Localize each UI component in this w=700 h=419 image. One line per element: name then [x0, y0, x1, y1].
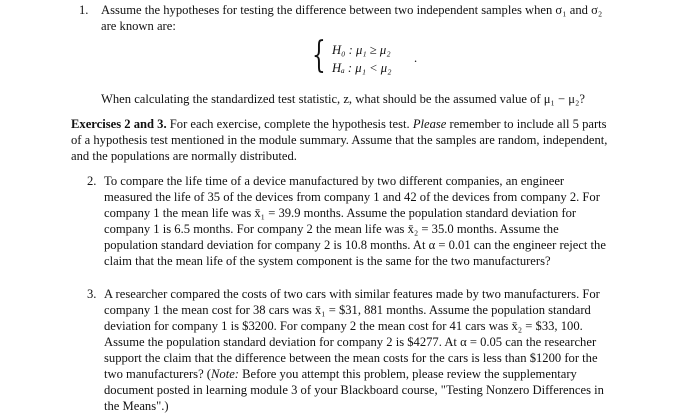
q3-line: A researcher compared the costs of two cars with similar features made by two manufacturers. For	[104, 287, 600, 301]
q3-line: support the claim that the difference between the mean costs for the cars is less than $1200 for the	[104, 351, 598, 365]
q2-line: claim that the mean life of the system component is the same for the two manufacturers?	[104, 254, 551, 268]
hypotheses-system	[312, 35, 432, 78]
please-emphasis: Please	[412, 117, 447, 131]
exercises-intro-text: For each exercise, complete the hypothesis test.	[166, 117, 413, 131]
q2-line: To compare the life time of a device manufactured by two different companies, an engineer	[104, 174, 565, 188]
q3-line-6	[104, 366, 577, 382]
q3-line: deviation for company 1 is $3200. For company 2 the mean cost for 41 cars was x̄₂ = $33, 100.	[104, 319, 583, 333]
q1-number: 1.	[79, 3, 89, 17]
exercises-intro-line-3: and the populations are normally distributed.	[71, 149, 297, 163]
null-hypothesis: H₀ : μ₁ ≥ μ₂	[332, 43, 391, 57]
q2-line: measured the life of 35 of the devices from company 1 and 42 of the devices from company 2. For	[104, 190, 600, 204]
q2-line: company 1 the mean life was x̄₁ = 39.9 months. Assume the population standard deviation for	[104, 206, 577, 220]
note-label: Note:	[211, 367, 239, 381]
q3-line: Assume the population standard deviation for company 2 is $4277. At α = 0.05 can the researcher	[104, 335, 597, 349]
q2-number: 2.	[87, 174, 97, 188]
exercises-heading: Exercises 2 and 3.	[71, 117, 167, 131]
q1-text-line-2: are known are:	[101, 19, 176, 33]
left-brace: {	[312, 35, 326, 76]
q3-line-8: the Means".)	[104, 399, 169, 413]
q3-line-7: document posted in learning module 3 of your Blackboard course, "Testing Nonzero Differences in	[104, 383, 604, 397]
exercises-intro-end: remember to include all 5 parts	[446, 117, 607, 131]
q1-question: When calculating the standardized test statistic, z, what should be the assumed value of μ₁ − μ₂?	[101, 92, 586, 106]
q3-line-6-start: two manufacturers? (	[104, 367, 211, 381]
alternative-hypothesis: Hₐ : μ₁ < μ₂	[332, 61, 392, 75]
hypotheses-period: .	[414, 51, 418, 65]
exercises-intro-line-2: of a hypothesis test mentioned in the module summary. Assume that the samples are random, independent,	[71, 133, 608, 147]
q2-line: company 1 is 6.5 months. For company 2 the mean life was x̄₂ = 35.0 months. Assume the	[104, 222, 559, 236]
q2-line: population standard deviation for company 2 is 10.8 months. At α = 0.01 can the engineer reject the	[104, 238, 606, 252]
q3-line-6-end: Before you attempt this problem, please review the supplementary	[238, 367, 577, 381]
q3-line: company 1 the mean cost for 38 cars was x̄₁ = $31, 881 months. Assume the population standard	[104, 303, 591, 317]
q3-number: 3.	[87, 287, 97, 301]
q1-text-line-1: Assume the hypotheses for testing the difference between two independent samples when σ₁ and σ₂	[101, 3, 603, 17]
exercises-intro-line-1	[71, 116, 607, 132]
